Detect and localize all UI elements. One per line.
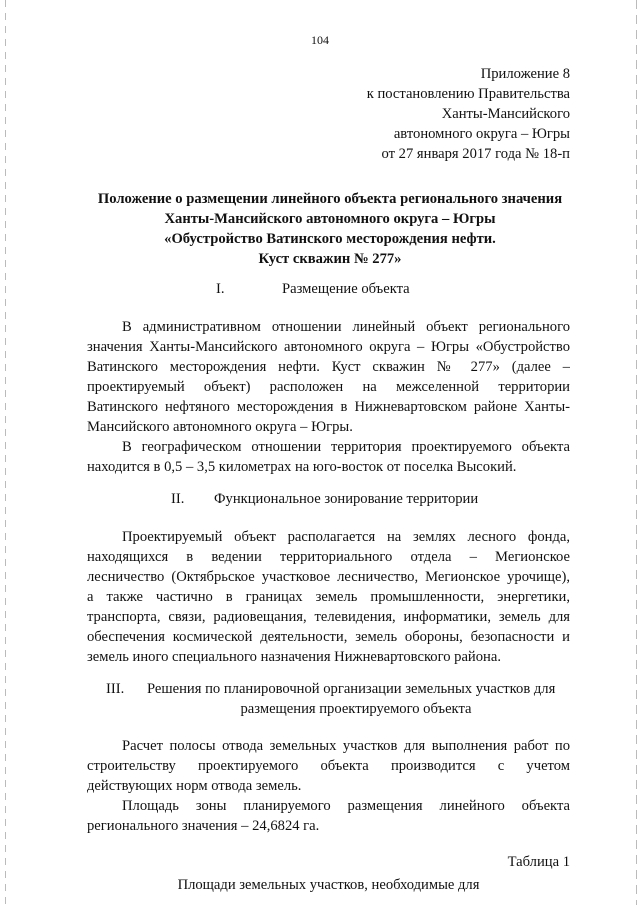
paragraph-line: действующих норм отвода земель. bbox=[87, 778, 302, 794]
paragraph-line: транспорта, связи, радиовещания, телевидения, информатики, земель для bbox=[87, 609, 570, 625]
paragraph-line: Расчет полосы отвода земельных участков для выполнения работ по bbox=[122, 738, 570, 754]
paragraph-line: Площадь зоны планируемого размещения линейного объекта bbox=[122, 798, 570, 814]
title-line: Положение о размещении линейного объекта регионального значения bbox=[97, 191, 563, 207]
page-number: 104 bbox=[311, 33, 329, 47]
paragraph-line: обеспечения космической деятельности, земель обороны, безопасности и bbox=[87, 629, 570, 645]
attachment-line: к постановлению Правительства bbox=[366, 86, 570, 102]
scan-edge-left bbox=[5, 0, 6, 905]
section-number: I. bbox=[216, 281, 225, 297]
section-number: III. bbox=[106, 681, 125, 697]
section-heading: Решения по планировочной организации земельных участков для bbox=[147, 681, 556, 697]
paragraph-line: значения Ханты-Мансийского автономного округа – Югры «Обустройство bbox=[87, 339, 570, 355]
title-line: Ханты-Мансийского автономного округа – Югры bbox=[164, 211, 496, 227]
paragraph-line: регионального значения – 24,6824 га. bbox=[87, 818, 320, 834]
attachment-line: Приложение 8 bbox=[480, 66, 570, 82]
paragraph-line: Мансийского автономного округа – Югры. bbox=[87, 419, 353, 435]
paragraph-line: Ватинского нефтяного месторождения в Нижневартовском районе Ханты- bbox=[87, 399, 570, 415]
title-line: «Обустройство Ватинского месторождения нефти. bbox=[164, 231, 496, 247]
table-label: Таблица 1 bbox=[507, 854, 570, 870]
attachment-line: Ханты-Мансийского bbox=[441, 106, 570, 122]
paragraph-line: земель иного специального назначения Нижневартовского района. bbox=[87, 649, 501, 665]
paragraph-line: Проектируемый объект располагается на землях лесного фонда, bbox=[122, 529, 570, 545]
paragraph-line: а также частично в границах земель промышленности, энергетики, bbox=[87, 589, 570, 605]
scan-edge-right bbox=[636, 0, 637, 905]
paragraph-line: В географическом отношении территория проектируемого объекта bbox=[122, 439, 570, 455]
section-number: II. bbox=[171, 491, 185, 507]
paragraph-line: Ватинского месторождения нефти. Куст скважин № 277» (далее – bbox=[87, 359, 570, 375]
paragraph-line: строительству проектируемого объекта производится с учетом bbox=[87, 758, 570, 774]
paragraph-line: находящихся в ведении территориального отдела – Мегионское bbox=[87, 549, 570, 565]
section-heading: Функциональное зонирование территории bbox=[214, 491, 479, 507]
section-heading: размещения проектируемого объекта bbox=[240, 701, 472, 717]
attachment-line: автономного округа – Югры bbox=[393, 126, 570, 142]
section-heading: Размещение объекта bbox=[282, 281, 410, 297]
paragraph-line: лесничество (Октябрьское участковое лесничество, Мегионское урочище), bbox=[87, 569, 570, 585]
title-line: Куст скважин № 277» bbox=[258, 251, 402, 267]
attachment-line: от 27 января 2017 года № 18-п bbox=[381, 146, 570, 162]
paragraph-line: проектируемый объект) расположен на межселенной территории bbox=[87, 379, 570, 395]
paragraph-line: находится в 0,5 – 3,5 километрах на юго-восток от поселка Высокий. bbox=[87, 459, 517, 475]
paragraph-line: В административном отношении линейный объект регионального bbox=[122, 319, 570, 335]
table-caption: Площади земельных участков, необходимые для bbox=[177, 877, 480, 893]
